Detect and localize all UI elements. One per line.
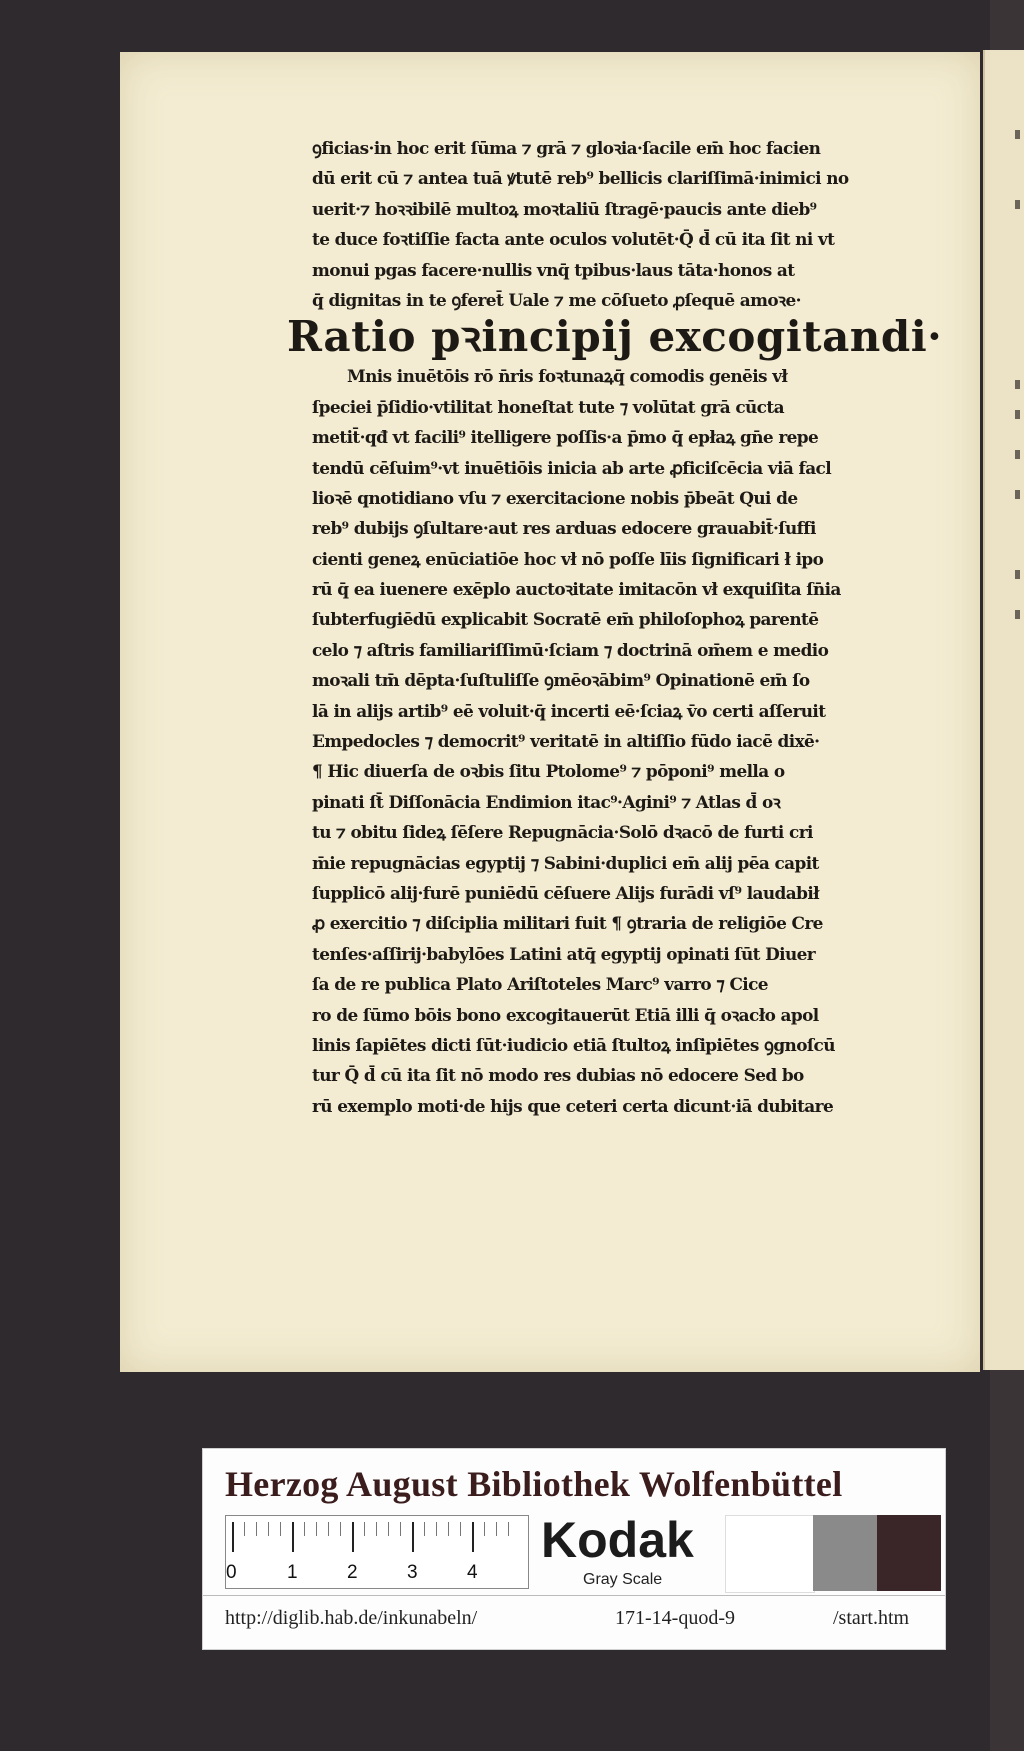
text-line: monui pgas facere·nullis vnq̄ tpibus·laus tāta·honos at — [312, 259, 795, 280]
kodak-logo: Kodak — [541, 1512, 694, 1568]
ruler-number: 1 — [287, 1562, 298, 1583]
ruler-tick — [340, 1522, 341, 1536]
text-line: celo ⁊ aſtris familiariſſimū·ſciam ⁊ doctrinā om̄em e medio — [312, 639, 829, 660]
text-line: ſubterfugiēdū explicabit Socratē em̄ philoſophoꝝ parentē — [312, 609, 819, 630]
text-line: linis ſapiētes dicti ſūt·iudicio etiā ſtultoꝝ inſipiētes ꝯgnoſcū — [312, 1034, 835, 1055]
ruler-tick — [460, 1522, 461, 1536]
text-line: cienti geneꝝ enūciatiōe hoc vł nō poſſe līis ſignificari ł ipo — [312, 548, 824, 569]
ruler-tick — [292, 1522, 294, 1552]
text-line: metit̄·qđ vt facili⁹ itelligere poſſis·a p̄mo q̄ epłaꝝ gn̄e repe — [312, 427, 819, 448]
ruler-tick — [328, 1522, 329, 1536]
text-line: lioꝛē qnotidiano vſu ⁊ exercitacione nobis p̄beāt Qui de — [312, 487, 798, 508]
text-line: tendū cēſuim⁹·vt inuētiōis inicia ab arte ꝓficiſcēcia viā facl — [312, 457, 832, 478]
text-line: uerit·⁊ hoꝛꝛibilē multoꝝ moꝛtaliū ſtragē·paucis ante dieb⁹ — [312, 198, 817, 219]
ruler-tick — [388, 1522, 389, 1536]
text-line: rū exemplo moti·de hijs que ceteri certa dicunt·iā dubitare — [312, 1095, 834, 1116]
ruler-tick — [472, 1522, 474, 1552]
text-line: te duce foꝛtiſſie facta ante oculos volutēt·Q̄ d̄ cū ita ſit ni vt — [312, 229, 835, 250]
text-line: m̄ie repugnācias egyptij ⁊ Sabini·duplici em̄ alij pēa capit — [312, 852, 819, 873]
gray-patch-mid — [813, 1515, 877, 1591]
page-text — [287, 133, 943, 1121]
ruler-number: 0 — [226, 1562, 237, 1583]
ruler-tick — [244, 1522, 245, 1536]
text-line: ꝓ exercitio ⁊ diſciplia militari fuit ¶ ꝯtraria de religiōe Cre — [312, 913, 823, 934]
text-line: ¶ Hic diuerſa de oꝛbis ſitu Ptolome⁹ ⁊ pōponi⁹ mella o — [312, 761, 785, 782]
card-divider — [203, 1595, 945, 1596]
ruler-tick — [484, 1522, 485, 1536]
gray-patch-dark — [877, 1515, 941, 1591]
section-heading: Ratio pꝛincipij excogitandi· — [287, 312, 943, 362]
text-line: lā in alijs artib⁹ eē voluit·q̄ incerti eē·ſciaꝝ v̄o certi aſſeruit — [312, 700, 826, 721]
ruler-tick — [436, 1522, 437, 1536]
text-line: moꝛali tm̄ dēpta·ſuſtuliſſe ꝯmēoꝛābim⁹ Opinationē em̄ ſo — [312, 670, 810, 691]
ruler-tick — [496, 1522, 497, 1536]
text-line: q̄ dignitas in te ꝯferet̄ Uale ⁊ me cōſueto ꝓſequē amoꝛe· — [312, 289, 801, 310]
gray-scale-label: Gray Scale — [583, 1571, 663, 1588]
text-line: tur Q̄ d̄ cū ita ſit nō modo res dubias nō edocere Sed bo — [312, 1065, 804, 1086]
ruler-tick — [352, 1522, 354, 1552]
text-line: Empedocles ⁊ democrit⁹ veritatē in altiſſio fūdo iacē dixē· — [312, 731, 820, 752]
ruler-tick — [304, 1522, 305, 1536]
ruler-tick — [280, 1522, 281, 1536]
ruler-tick — [508, 1522, 509, 1536]
ruler-tick — [424, 1522, 425, 1536]
text-line: Mnis inuētōis rō n̄ris foꝛtunaꝝq̄ comodis genēis vł — [347, 366, 788, 387]
ruler-tick — [256, 1522, 257, 1536]
ruler-number: 3 — [407, 1562, 418, 1583]
facing-page-edge — [983, 50, 1024, 1370]
ruler-tick — [400, 1522, 401, 1536]
text-line: ꝯficias·in hoc erit ſūma ⁊ grā ⁊ gloꝛia·ſacile em̄ hoc facien — [312, 138, 821, 158]
library-color-target-card — [202, 1448, 946, 1650]
ruler-tick — [316, 1522, 317, 1536]
library-name: Herzog August Bibliothek Wolfenbüttel — [225, 1464, 843, 1504]
text-line: ſupplicō alij·furē puniēdū cēſuere Alijs furādi vſ⁹ laudabił — [312, 882, 820, 903]
text-line: rū q̄ ea iuenere exēplo auctoꝛitate imitacōn vł exquiſita ſn̄ia — [312, 579, 841, 600]
ruler-tick — [448, 1522, 449, 1536]
gray-patch-white — [725, 1515, 815, 1593]
text-line: ſa de re publica Plato Ariſtoteles Marc⁹ varro ⁊ Cice — [312, 974, 768, 995]
ruler-tick — [268, 1522, 269, 1536]
text-line: ro de ſūmo bōis bono excogitauerūt Etiā illi q̄ oꝛacło apol — [312, 1004, 819, 1025]
text-line: tu ⁊ obitu ſideꝝ ſēſere Repugnācia·Solō dꝛacō de furti cri — [312, 822, 813, 843]
ruler-tick — [376, 1522, 377, 1536]
text-line: pinati ſt̄ Diſſonācia Endimion itac⁹·Agini⁹ ⁊ Atlas d̄ oꝛ — [312, 791, 781, 812]
ruler-number: 4 — [467, 1562, 478, 1583]
ruler-number: 2 — [347, 1562, 358, 1583]
ruler-tick — [232, 1522, 234, 1552]
ruler-tick — [364, 1522, 365, 1536]
text-line: reb⁹ dubijs ꝯſultare·aut res arduas edocere grauabit̄·ſuffi — [312, 518, 816, 539]
text-line: dū erit cū ⁊ antea tuā ꝟtutē reb⁹ bellicis clariſſimā·inimici no — [312, 168, 849, 189]
url-prefix: http://diglib.hab.de/inkunabeln/ — [225, 1607, 478, 1629]
text-line: tenſes·aſſirij·babylōes Latini atq̄ egyptij opinati ſūt Diuer — [312, 943, 816, 964]
shelfmark: 171-14-quod-9 — [615, 1607, 735, 1629]
text-line: ſpeciei p̄ſidio·vtilitat honeſtat tute ⁊ volūtat grā cūcta — [312, 396, 784, 417]
measurement-ruler — [225, 1515, 529, 1589]
ruler-tick — [412, 1522, 414, 1552]
url-suffix: /start.htm — [833, 1607, 910, 1629]
